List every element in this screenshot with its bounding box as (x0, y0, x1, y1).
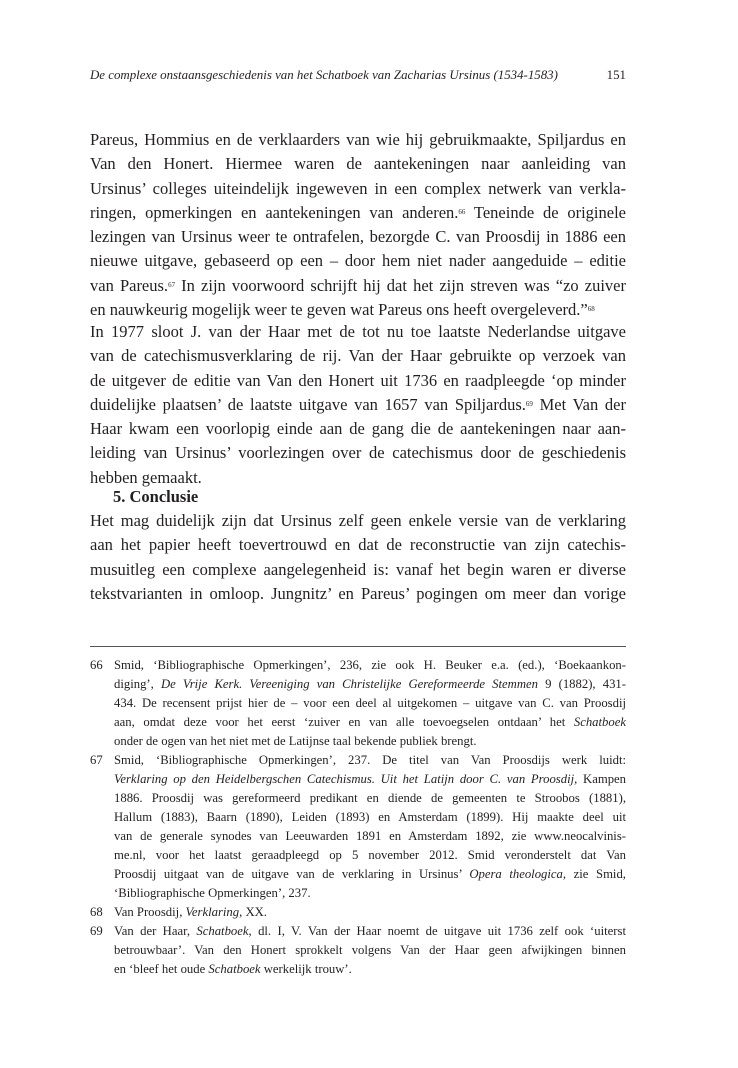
page-number: 151 (606, 68, 626, 82)
running-title: De complexe onstaansgeschiedenis van het Schatboek van Zacharias Ursinus (1534-1583) (90, 68, 558, 82)
text-line (90, 201, 626, 225)
footnote-67 (90, 751, 626, 903)
footnote-line: 1886. Proosdij was gereformeerd predikant en diende de gemeenten te Stroobos (1881), (114, 791, 626, 805)
italic-title: Schatboek (573, 715, 626, 729)
footnote-line: onder de ogen van het niet met de Latijnse taal bekende publiek brengt. (114, 734, 477, 748)
footnote-line: Smid, ‘Bibliographische Opmerkingen’, 237. De titel van Van Proosdijs werk luidt: (114, 753, 626, 767)
footnote-ref-68[interactable]: 68 (587, 305, 595, 314)
text-run: van Pareus. (90, 275, 169, 295)
paragraph-3 (90, 509, 626, 606)
footnote-line: van de generale synodes van Leeuwarden 1891 en Amsterdam 1892, zie www.neocalvinis- (114, 829, 626, 843)
footnote-line: ‘Bibliographische Opmerkingen’, 237. (114, 886, 311, 900)
text-line (90, 274, 626, 298)
footnote-ref-66[interactable]: 66 (458, 207, 466, 216)
text-run: duidelijke plaatsen’ de laatste uitgave van 1657 van Spiljardus. (90, 394, 526, 414)
footnote-divider (90, 646, 626, 647)
footnote-line (114, 865, 626, 884)
text-line: Ursinus’ colleges uiteindelijk ingeweven in een complex netwerk van verkla- (90, 178, 626, 198)
footnote-69 (90, 922, 626, 979)
text-line: In 1977 sloot J. van der Haar met de tot nu toe laatste Nederlandse uitgave (90, 322, 626, 341)
footnote-line: betrouwbaar’. Van den Honert sprokkelt volgens Van der Haar geen afwijkingen binnen (114, 943, 626, 957)
footnote-line (114, 903, 626, 922)
text-line: leiding van Ursinus’ voorlezingen over de catechismus door de geschiedenis (90, 443, 626, 463)
text-line: musuitleg een complexe aangelegenheid is: vanaf het begin waren er diverse (90, 559, 626, 579)
footnote-number: 67 (90, 753, 103, 767)
text-line: aan het papier heeft toevertrouwd en dat de reconstructie van zijn catechis- (90, 535, 626, 555)
footnote-line (114, 675, 626, 694)
footnote-line (114, 960, 626, 979)
text-line: van de catechismusverklaring de rij. Van der Haar gebruikte op verzoek van (90, 346, 626, 366)
text-run: In zijn voorwoord schrijft hij dat het zijn streven was “zo zuiver (175, 275, 626, 295)
footnote-number: 69 (90, 924, 103, 938)
text-run: , dl. I, V. Van der Haar noemt de uitgave uit 1736 zelf ook ‘uiterst (248, 924, 626, 938)
text-run: werkelijk trouw’. (260, 962, 352, 976)
text-run: Kampen (577, 772, 627, 786)
text-run: ringen, opmerkingen en aantekeningen van anderen. (90, 202, 459, 222)
italic-title: Verklaring op den Heidelbergschen Catechismus. Uit het Latijn door C. van Proosdij, (114, 772, 578, 786)
text-line: hebben gemaakt. (90, 467, 202, 487)
paragraph-1 (90, 128, 626, 322)
text-line: Van den Honert. Hiermee waren de aantekeningen naar aanleiding van (90, 154, 626, 174)
text-run: Proosdij uitgaat van de uitgave van de verklaring in Ursinus’ (114, 867, 470, 881)
footnote-line (114, 922, 626, 941)
footnote-line (114, 713, 626, 732)
italic-title: De Vrije Kerk. Vereeniging van Christelijke Gereformeerde Stemmen (160, 677, 538, 691)
paragraph-2 (90, 320, 626, 490)
italic-title: Schatboek (196, 924, 249, 938)
footnote-line: Hallum (1883), Baarn (1890), Leiden (1893) en Amsterdam (1899). Hij maakte deel uit (114, 810, 626, 824)
footnote-line: Smid, ‘Bibliographische Opmerkingen’, 236, zie ook H. Beuker e.a. (ed.), ‘Boekaankon- (114, 658, 626, 672)
text-run: Van Proosdij, (114, 905, 186, 919)
text-line (90, 298, 626, 322)
text-run: Teneinde de originele (465, 202, 626, 222)
text-line: de uitgever de editie van Van den Honert uit 1736 en raadpleegde ‘op minder (90, 370, 626, 390)
text-run: , zie Smid, (562, 867, 626, 881)
text-run: Met Van der (532, 394, 626, 414)
text-line: Het mag duidelijk zijn dat Ursinus zelf geen enkele versie van de verklaring (90, 511, 626, 530)
text-run: XX. (242, 905, 267, 919)
footnote-ref-67[interactable]: 67 (168, 280, 176, 289)
text-line: nieuwe uitgave, gebaseerd op een – door hem niet nader aangeduide – editie (90, 251, 626, 271)
text-run: Van der Haar, (114, 924, 197, 938)
footnote-68 (90, 903, 626, 922)
text-line (90, 393, 626, 417)
text-run: aan, omdat deze voor het eerst ‘zuiver en van alle toevoegselen ontdaan’ het (114, 715, 574, 729)
section-heading: 5. Conclusie (113, 487, 199, 506)
text-run: 9 (1882), 431- (537, 677, 626, 691)
footnote-number: 68 (90, 905, 103, 919)
footnote-66 (90, 656, 626, 751)
text-run: en nauwkeurig mogelijk weer te geven wat Pareus ons heeft overgeleverd.” (90, 300, 588, 320)
text-line: tekstvarianten in omloop. Jungnitz’ en Pareus’ pogingen om meer dan vorige (90, 583, 626, 603)
italic-title: Verklaring, (185, 905, 243, 919)
footnote-line: 434. De recensent prijst hier de – voor een deel al uitgekomen – uitgave van C. van Proosdij (114, 696, 626, 710)
text-run: diging’, (114, 677, 161, 691)
italic-title: Schatboek (208, 962, 261, 976)
footnote-number: 66 (90, 658, 103, 672)
text-line: lezingen van Ursinus weer te ontrafelen, bezorgde C. van Proosdij in 1886 een (90, 227, 626, 247)
text-run: en ‘bleef het oude (114, 962, 209, 976)
running-header (90, 66, 626, 84)
italic-title: Opera theologica (469, 867, 563, 881)
text-line: Haar kwam een voorlopig einde aan de gang die de aantekeningen naar aan- (90, 419, 626, 439)
footnote-ref-69[interactable]: 69 (525, 399, 533, 408)
text-line: Pareus, Hommius en de verklaarders van wie hij gebruikmaakte, Spiljardus en (90, 130, 626, 149)
footnote-line: me.nl, voor het laatst geraadpleegd op 5 november 2012. Smid veronderstelt dat Van (114, 848, 626, 862)
footnote-line (114, 770, 626, 789)
